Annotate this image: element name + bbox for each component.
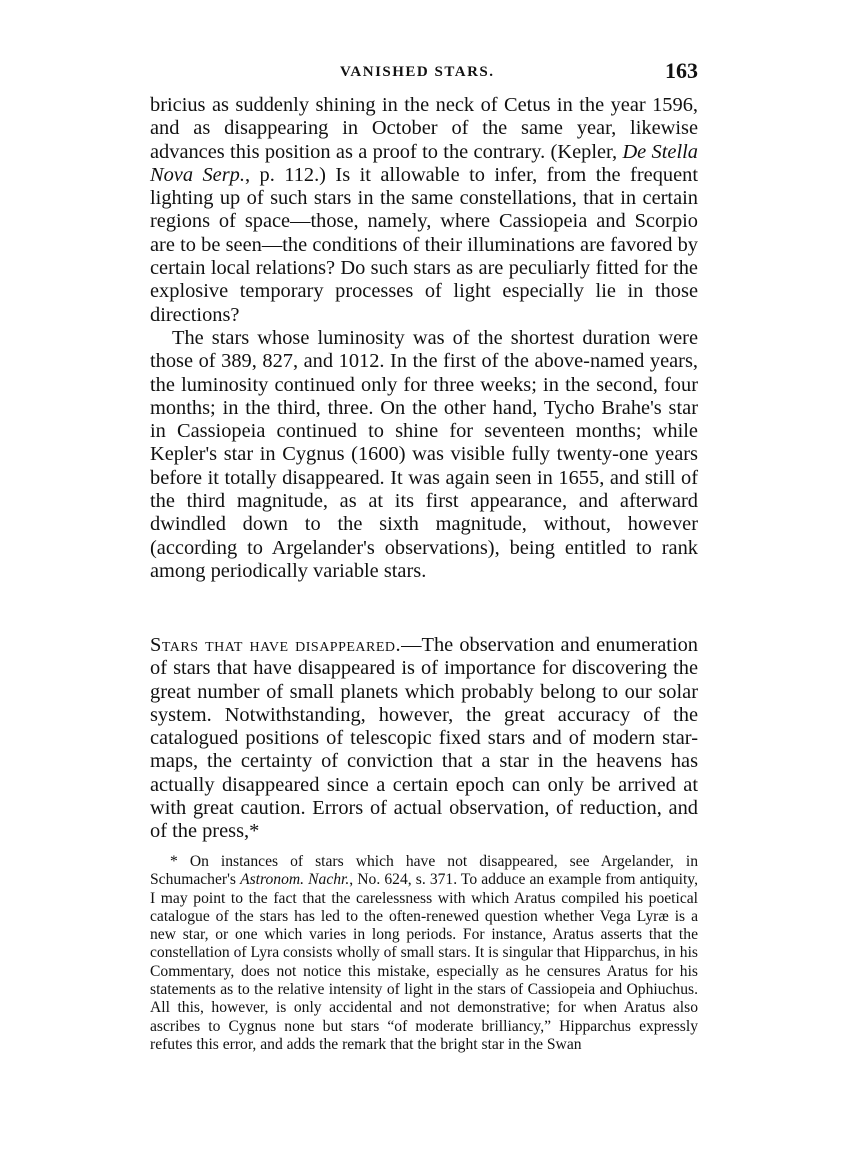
paragraph-text: bricius as suddenly shining in the neck of Cetus in the year 1596, and as disappearing in October of the same year, likewise advances this position as a proof to the contrary. (Kepler, (150, 94, 698, 163)
paragraph-continued (150, 94, 698, 327)
paragraph: The stars whose luminosity was of the shortest duration were those of 389, 827, and 1012. In the first of the above-named years, the luminosity continued only for three weeks; in the second, four months; in the third, three. On the other hand, Tycho Brahe's star in Cassiopeia continued to shine for seventeen months; while Kepler's star in Cygnus (1600) was visible fully twenty-one years before it totally disappeared. It was again seen in 1655, and still of the third magnitude, as at its first appearance, and afterward dwindled down to the sixth magnitude, without, however (according to Argelander's observations), being entitled to rank among periodically variable stars. (150, 326, 698, 582)
section-text: —The observation and enumeration of stars that have disappeared is of importance for discovering the great number of small planets which probably belong to our solar system. Notwithstanding, however, the great accuracy of the catalogued positions of telescopic fixed stars and of modern star-maps, the certainty of conviction that a star in the heavens has actually disappeared since a certain epoch can only be arrived at with great caution. Errors of actual observation, of reduction, and of the press,* (150, 634, 698, 843)
footnote (150, 853, 698, 1054)
section-heading: Stars that have disappeared. (150, 634, 402, 656)
footnote-paragraph (150, 853, 698, 1054)
running-title: VANISHED STARS. (340, 64, 495, 80)
section-paragraph (150, 634, 698, 844)
journal-title: Astronom. Nachr. (240, 871, 350, 889)
paragraph-text: , p. 112.) Is it allowable to infer, from the frequent lighting up of such stars in the same constellations, that in certain regions of space—those, namely, where Cassiopeia and Scorpio are to be seen—the conditions of their illuminations are favored by certain local relations? Do such stars as are peculiarly fitted for the explosive temporary processes of light especially lie in those directions? (150, 163, 698, 326)
running-head (150, 60, 698, 90)
citation-title: De Stella Nova Serp. (150, 140, 698, 186)
page-number: 163 (665, 58, 698, 83)
main-text (150, 94, 698, 583)
footnote-text: * On instances of stars which have not disappeared, see Argelander, in Schumacher's (150, 853, 698, 889)
section-stars-disappeared (150, 634, 698, 844)
footnote-text: , No. 624, s. 371. To adduce an example from antiquity, I may point to the fact that the carelessness with which Aratus compiled his poetical catalogue of the stars has led to the often-renewed question whether Vega Lyræ is a new star, or one which varies in long periods. For instance, Aratus asserts that the constellation of Lyra consists wholly of small stars. It is singular that Hipparchus, in his Commentary, does not notice this mistake, especially as he censures Aratus for his statements as to the relative intensity of light in the stars of Cassiopeia and Ophiuchus. All this, however, is only accidental and not demonstrative; for when Aratus also ascribes to Cygnus none but stars “of moderate brilliancy,” Hipparchus expressly refutes this error, and adds the remark that the bright star in the Swan (150, 871, 698, 1053)
